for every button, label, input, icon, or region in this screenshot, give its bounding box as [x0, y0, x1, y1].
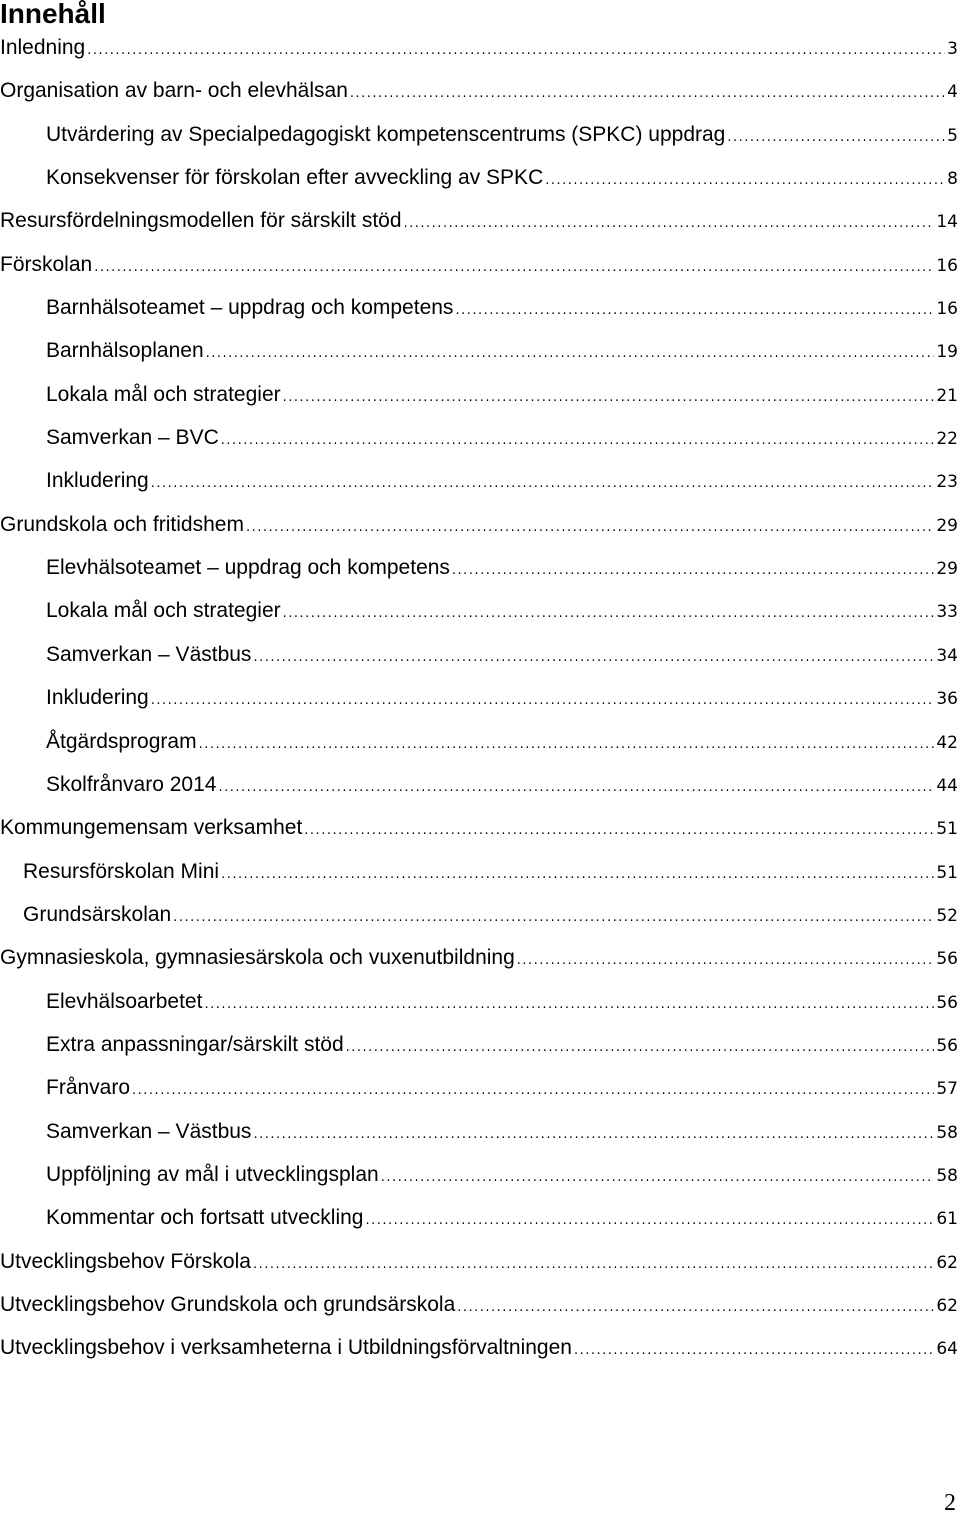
toc-entry-page: 29: [936, 515, 958, 536]
toc-entry-label: Elevhälsoarbetet: [46, 989, 203, 1013]
toc-entry[interactable]: [0, 286, 960, 329]
toc-entry-page: 64: [936, 1339, 958, 1360]
toc-dot-leader: [381, 1156, 935, 1196]
toc-entry-label: Samverkan – BVC: [46, 426, 219, 450]
toc-entry[interactable]: [0, 850, 960, 893]
toc-entry[interactable]: [0, 1066, 960, 1109]
toc-entry[interactable]: [0, 1283, 960, 1326]
toc-dot-leader: [221, 419, 935, 459]
toc-entry[interactable]: [0, 1110, 960, 1153]
toc-entry-page: 56: [936, 1035, 958, 1056]
toc-entry[interactable]: [0, 1196, 960, 1239]
toc-dot-leader: [204, 983, 934, 1023]
toc-entry-page: 21: [936, 385, 958, 406]
toc-dot-leader: [199, 723, 935, 763]
toc-entry[interactable]: [0, 1153, 960, 1196]
toc-entry[interactable]: [0, 633, 960, 676]
toc-entry-label: Barnhälsoteamet – uppdrag och kompetens: [46, 296, 454, 320]
toc-title: Innehåll: [0, 0, 106, 29]
toc-dot-leader: [727, 116, 945, 156]
toc-dot-leader: [457, 1286, 934, 1326]
toc-entry-label: Kommentar och fortsatt utveckling: [46, 1206, 364, 1230]
toc-entry-label: Samverkan – Västbus: [46, 1119, 252, 1143]
toc-entry-label: Grundskola och fritidshem: [0, 512, 244, 536]
toc-entry[interactable]: [0, 1240, 960, 1283]
toc-dot-leader: [87, 29, 945, 69]
toc-entry-label: Grundsärskolan: [23, 902, 172, 926]
toc-dot-leader: [94, 246, 934, 286]
toc-entry-label: Gymnasieskola, gymnasiesärskola och vuxenutbildning: [0, 946, 515, 970]
toc-dot-leader: [452, 549, 934, 589]
toc-entry[interactable]: [0, 459, 960, 502]
toc-entry-page: 5: [947, 125, 958, 146]
toc-entry-label: Kommungemensam verksamhet: [0, 816, 303, 840]
toc-entry-page: 34: [936, 645, 958, 666]
toc-dot-leader: [132, 1069, 934, 1109]
toc-entry-page: 62: [936, 1252, 958, 1273]
toc-dot-leader: [246, 506, 934, 546]
toc-entry-page: 29: [936, 559, 958, 580]
toc-entry-page: 51: [936, 819, 958, 840]
toc-entry-label: Samverkan – Västbus: [46, 642, 252, 666]
toc-entry-label: Resursfördelningsmodellen för särskilt stöd: [0, 209, 402, 233]
toc-entry-label: Åtgärdsprogram: [46, 729, 197, 753]
toc-dot-leader: [253, 636, 934, 676]
toc-dot-leader: [455, 289, 934, 329]
toc-entry[interactable]: [0, 720, 960, 763]
toc-entry-page: 23: [936, 472, 958, 493]
toc-dot-leader: [517, 939, 935, 979]
toc-entry[interactable]: [0, 936, 960, 979]
toc-entry[interactable]: [0, 1326, 960, 1369]
toc-entry-page: 56: [936, 949, 958, 970]
toc-entry[interactable]: [0, 416, 960, 459]
toc-entry-label: Förskolan: [0, 252, 93, 276]
toc-entry-label: Utvecklingsbehov i verksamheterna i Utbildningsförvaltningen: [0, 1336, 572, 1360]
toc-entry-page: 16: [936, 299, 958, 320]
toc-entry-page: 8: [947, 169, 958, 190]
toc-entry[interactable]: [0, 243, 960, 286]
toc-dot-leader: [173, 896, 934, 936]
toc-entry-page: 4: [947, 82, 958, 103]
toc-entry-label: Elevhälsoteamet – uppdrag och kompetens: [46, 556, 450, 580]
toc-dot-leader: [574, 1329, 934, 1369]
toc-entry-label: Barnhälsoplanen: [46, 339, 204, 363]
toc-entry-page: 52: [936, 905, 958, 926]
toc-entry-page: 14: [936, 212, 958, 233]
toc-entry[interactable]: [0, 373, 960, 416]
toc-dot-leader: [365, 1199, 934, 1239]
toc-entry[interactable]: [0, 503, 960, 546]
toc-entry-page: 58: [936, 1122, 958, 1143]
toc-entry[interactable]: [0, 589, 960, 632]
table-of-contents: [0, 26, 960, 1370]
toc-dot-leader: [350, 72, 945, 112]
toc-entry-page: 36: [936, 689, 958, 710]
toc-entry-label: Organisation av barn- och elevhälsan: [0, 79, 348, 103]
toc-entry[interactable]: [0, 69, 960, 112]
toc-entry-label: Konsekvenser för förskolan efter avveckling av SPKC: [46, 166, 544, 190]
toc-entry-page: 56: [936, 992, 958, 1013]
toc-entry-label: Utvecklingsbehov Förskola: [0, 1249, 251, 1273]
toc-dot-leader: [253, 1243, 934, 1283]
toc-entry[interactable]: [0, 329, 960, 372]
toc-entry-label: Skolfrånvaro 2014: [46, 772, 217, 796]
toc-entry-page: 61: [936, 1209, 958, 1230]
toc-entry-page: 33: [936, 602, 958, 623]
toc-dot-leader: [221, 853, 934, 893]
toc-entry-label: Inkludering: [46, 686, 149, 710]
page-number: 2: [944, 1490, 956, 1516]
toc-entry-label: Inledning: [0, 36, 86, 59]
toc-entry-label: Utvärdering av Specialpedagogiskt kompetenscentrums (SPKC) uppdrag: [46, 122, 726, 146]
toc-entry-label: Inkludering: [46, 469, 149, 493]
toc-entry[interactable]: [0, 1023, 960, 1066]
toc-dot-leader: [151, 462, 935, 502]
toc-entry[interactable]: [0, 893, 960, 936]
toc-entry-label: Extra anpassningar/särskilt stöd: [46, 1032, 344, 1056]
toc-entry[interactable]: [0, 676, 960, 719]
toc-dot-leader: [206, 332, 935, 372]
toc-entry-page: 22: [936, 429, 958, 450]
toc-dot-leader: [346, 1026, 935, 1066]
toc-dot-leader: [304, 809, 934, 849]
toc-entry-label: Utvecklingsbehov Grundskola och grundsärskola: [0, 1292, 456, 1316]
toc-entry-page: 42: [936, 732, 958, 753]
toc-entry-page: 16: [936, 255, 958, 276]
toc-dot-leader: [151, 679, 935, 719]
toc-entry-label: Lokala mål och strategier: [46, 599, 281, 623]
toc-entry-label: Lokala mål och strategier: [46, 382, 281, 406]
toc-entry-label: Resursförskolan Mini: [23, 859, 220, 883]
toc-dot-leader: [283, 592, 935, 632]
toc-entry[interactable]: [0, 806, 960, 849]
toc-entry-label: Uppföljning av mål i utvecklingsplan: [46, 1162, 379, 1186]
toc-entry[interactable]: [0, 26, 960, 69]
toc-entry-page: 62: [936, 1295, 958, 1316]
toc-entry[interactable]: [0, 763, 960, 806]
toc-entry[interactable]: [0, 199, 960, 242]
toc-entry-page: 58: [936, 1165, 958, 1186]
toc-dot-leader: [283, 376, 935, 416]
toc-entry[interactable]: [0, 156, 960, 199]
toc-entry-label: Frånvaro: [46, 1076, 131, 1100]
toc-entry[interactable]: [0, 546, 960, 589]
toc-dot-leader: [404, 202, 935, 242]
toc-entry-page: 57: [936, 1079, 958, 1100]
toc-entry-page: 3: [947, 39, 958, 59]
toc-entry[interactable]: [0, 113, 960, 156]
toc-dot-leader: [545, 159, 945, 199]
toc-entry[interactable]: [0, 980, 960, 1023]
toc-entry-page: 51: [936, 862, 958, 883]
toc-dot-leader: [218, 766, 934, 806]
toc-entry-page: 44: [936, 775, 958, 796]
toc-entry-page: 19: [936, 342, 958, 363]
toc-dot-leader: [253, 1113, 934, 1153]
